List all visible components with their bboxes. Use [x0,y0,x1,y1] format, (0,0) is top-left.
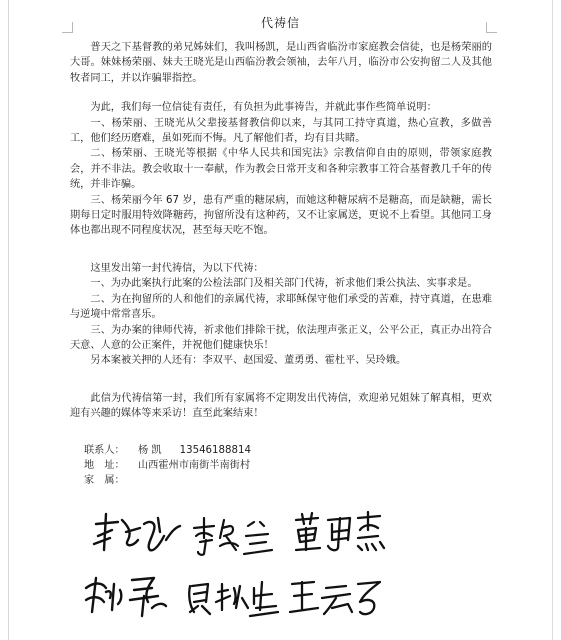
signature-2 [190,516,280,558]
contact-phone: 13546188814 [179,445,251,456]
paragraph-point-3: 三、杨荣丽今年 67 岁，患有严重的糖尿病，而她这种糖尿病不是糖高，而是缺糖，需长期每日定时服用特效降糖药，拘留所没有这种药，又不让家属送，更说不上看望。其他同工身体也都出现不同程度状况，甚至每天吃不饱。 [70,194,492,237]
document-title: 代祷信 [260,16,300,30]
paragraph-prayer-2: 二、为在拘留所的人和他们的亲属代祷，求耶稣保守他们承受的苦难，持守真道，在患难与逆境中常常喜乐。 [70,293,492,321]
signature-5 [184,578,280,620]
contact-family-label: 家 属： [84,475,125,486]
contact-block [84,443,251,488]
paragraph-intro: 普天之下基督教的弟兄姊妹们，我叫杨凯，是山西省临汾市家庭教会信徒，也是杨荣丽的大哥。妹妹杨荣丽、妹夫王晓光是山西临汾教会领袖，去年八月，临汾市公安拘留二人及其他牧者同工，并以诈骗罪指控。 [70,42,492,84]
paragraph-point-2: 二、杨荣丽、王晓光等根据《中华人民共和国宪法》宗教信仰自由的原则，带领家庭教会，并不非法。教会收取十一奉献，作为教会日常开支和各种宗教事工符合基督教几千年的传统，并非诈骗。 [70,148,492,191]
signature-4 [82,572,172,620]
paragraph-detainees: 另本案被关押的人还有：李双平、赵国爱、董勇勇、霍杜平、吴玲娥。 [90,355,407,367]
paragraph-prayer-intro: 这里发出第一封代祷信，为以下代祷： [90,262,264,274]
paragraph-prayer-1: 一、为办此案执行此案的公检法部门及相关部门代祷，祈求他们秉公执法、实事求是。 [90,278,478,290]
paragraph-closing: 此信为代祷信第一封，我们所有家属将不定期发出代祷信，欢迎弟兄姐妹了解真相，更欢迎有兴趣的媒体等来采访！直至此案结束！ [70,392,492,420]
paragraph-purpose: 为此，我们每一位信徒有责任，有负担为此事祷告，并就此事作些简单说明： [90,102,437,114]
signature-1 [88,510,183,558]
contact-address-label: 地 址： [84,460,125,471]
contact-family-row [84,473,251,488]
signature-6 [288,576,384,620]
signature-3 [292,510,388,556]
contact-person-name: 杨 凯 [138,445,162,456]
paragraph-prayer-3: 三、为办案的律师代祷，祈求他们排除干扰，依法理声张正义，公平公正，真正办出符合天意、人意的公正案件，并祝他们健康快乐！ [70,324,492,351]
page-edge-left [8,0,9,640]
document-body [70,40,492,422]
contact-person-label: 联系人： [84,445,125,456]
signature-area [80,500,500,630]
contact-address-row [84,458,251,473]
paragraph-point-1: 一、杨荣丽、王晓光从父辈接基督教信仰以来，与其同工持守真道，热心宣教，多做善工，他们经历磨难，虽如死而不悔。凡了解他们者，均有目共睹。 [70,117,492,145]
contact-person-row [84,443,251,458]
contact-address: 山西霍州市南街半南街村 [138,460,251,471]
page-edge-right [552,0,553,640]
